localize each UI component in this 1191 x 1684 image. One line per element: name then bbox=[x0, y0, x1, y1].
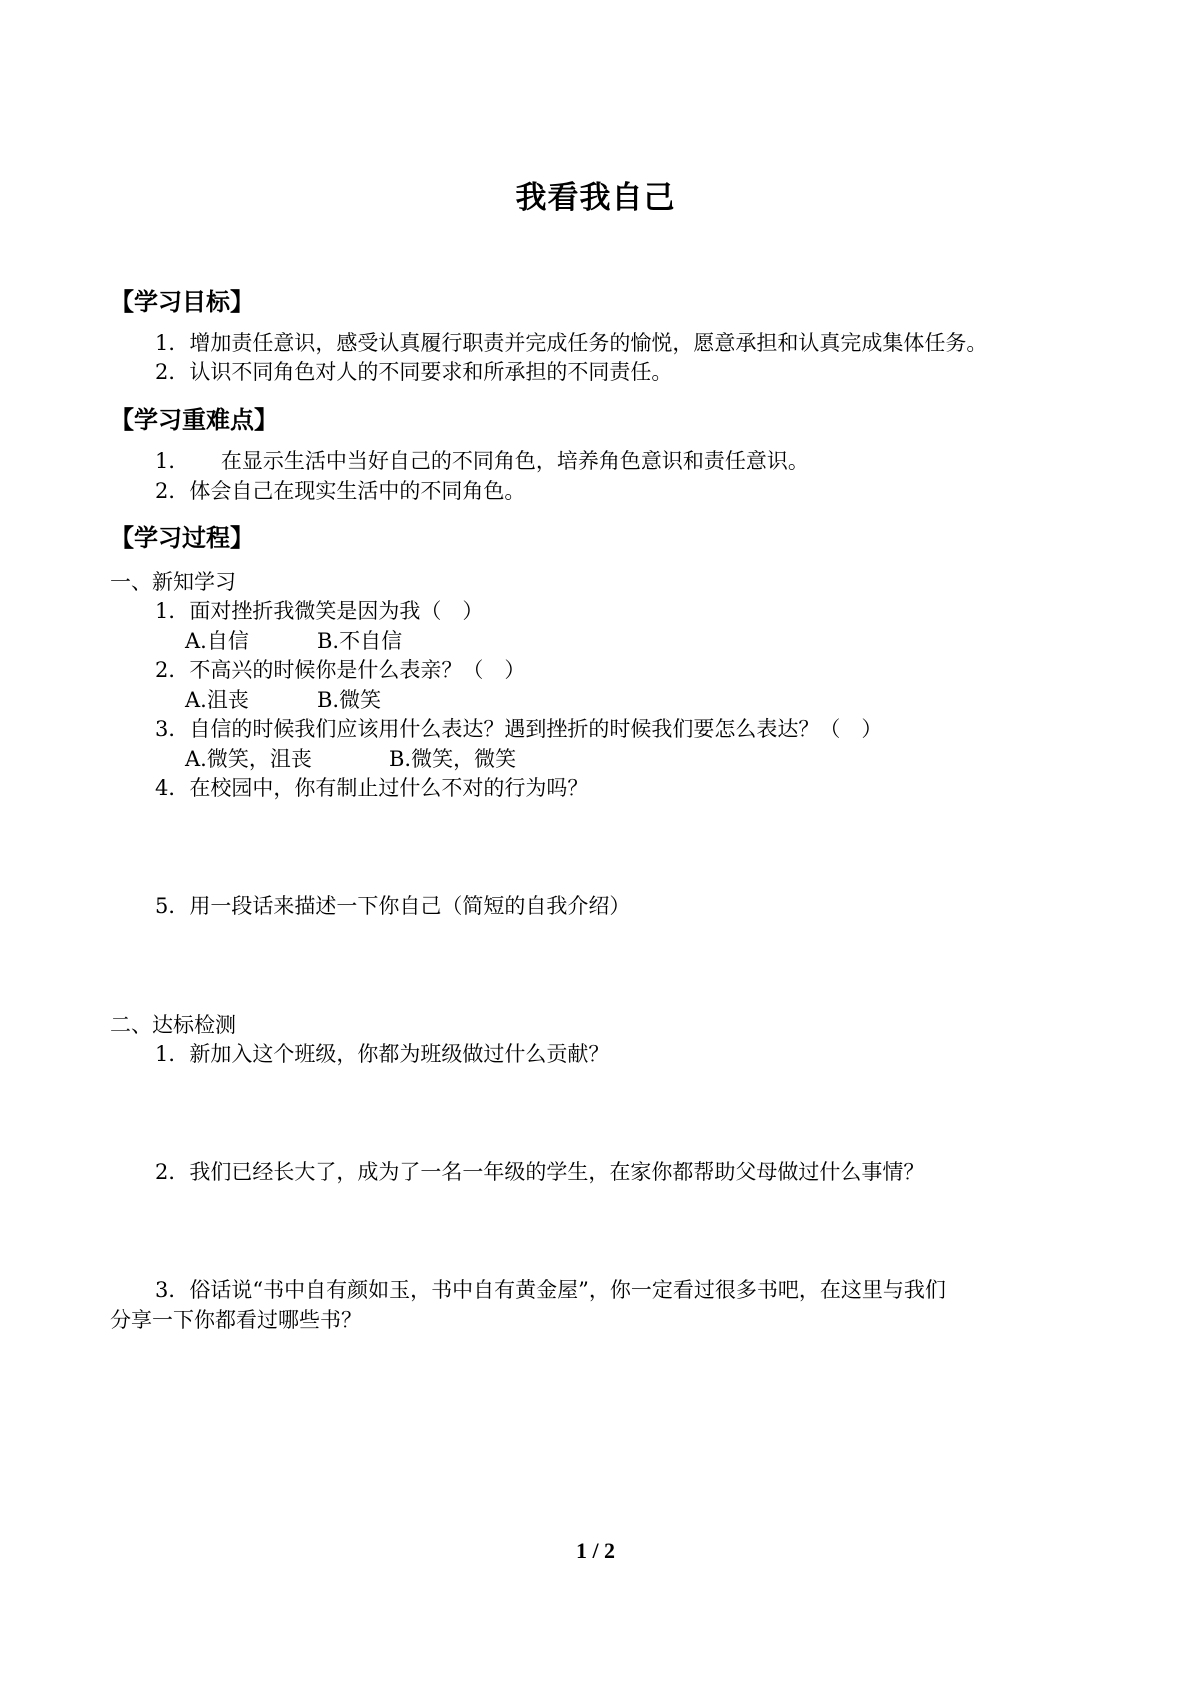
assessment-question-1: 1．新加入这个班级，你都为班级做过什么贡献？ bbox=[155, 1042, 610, 1066]
question-1-choices bbox=[185, 625, 403, 655]
objective-item: 2．认识不同角色对人的不同要求和所承担的不同责任。 bbox=[155, 360, 673, 384]
page-number: 1 / 2 bbox=[575, 1538, 616, 1563]
choice-a: A.沮丧 bbox=[185, 688, 249, 712]
choice-a: A.自信 bbox=[185, 629, 249, 653]
choice-a: A.微笑，沮丧 bbox=[185, 747, 312, 771]
assessment-question-3: 3．俗话说“书中自有颜如玉，书中自有黄金屋”，你一定看过很多书吧，在这里与我们 bbox=[155, 1278, 946, 1302]
question-3-choices bbox=[185, 743, 517, 773]
process-heading: 【学习过程】 bbox=[110, 524, 254, 552]
assessment-question-3-continued: 分享一下你都看过哪些书？ bbox=[110, 1308, 362, 1332]
choice-b: B.微笑 bbox=[317, 688, 382, 712]
objective-item: 1．增加责任意识，感受认真履行职责并完成任务的愉悦，愿意承担和认真完成集体任务。 bbox=[155, 331, 988, 355]
question-4: 4．在校园中，你有制止过什么不对的行为吗？ bbox=[155, 776, 589, 800]
section-new-knowledge-label: 一、新知学习 bbox=[110, 570, 236, 594]
question-3: 3．自信的时候我们应该用什么表达？遇到挫折的时候我们要怎么表达？（ ） bbox=[155, 717, 883, 741]
key-points-heading: 【学习重难点】 bbox=[110, 406, 278, 434]
question-2-choices bbox=[185, 684, 382, 714]
choice-b: B.微笑，微笑 bbox=[389, 747, 517, 771]
choice-b: B.不自信 bbox=[317, 629, 403, 653]
key-point-item: 2．体会自己在现实生活中的不同角色。 bbox=[155, 479, 526, 503]
objectives-heading: 【学习目标】 bbox=[110, 288, 254, 316]
page-title: 我看我自己 bbox=[515, 180, 676, 216]
key-point-item: 1． 在显示生活中当好自己的不同角色，培养角色意识和责任意识。 bbox=[155, 449, 809, 473]
section-assessment-label: 二、达标检测 bbox=[110, 1013, 236, 1037]
question-2: 2．不高兴的时候你是什么表亲？（ ） bbox=[155, 658, 526, 682]
question-5: 5．用一段话来描述一下你自己（简短的自我介绍） bbox=[155, 894, 631, 918]
assessment-question-2: 2．我们已经长大了，成为了一名一年级的学生，在家你都帮助父母做过什么事情？ bbox=[155, 1160, 925, 1184]
question-1: 1．面对挫折我微笑是因为我（ ） bbox=[155, 599, 484, 623]
